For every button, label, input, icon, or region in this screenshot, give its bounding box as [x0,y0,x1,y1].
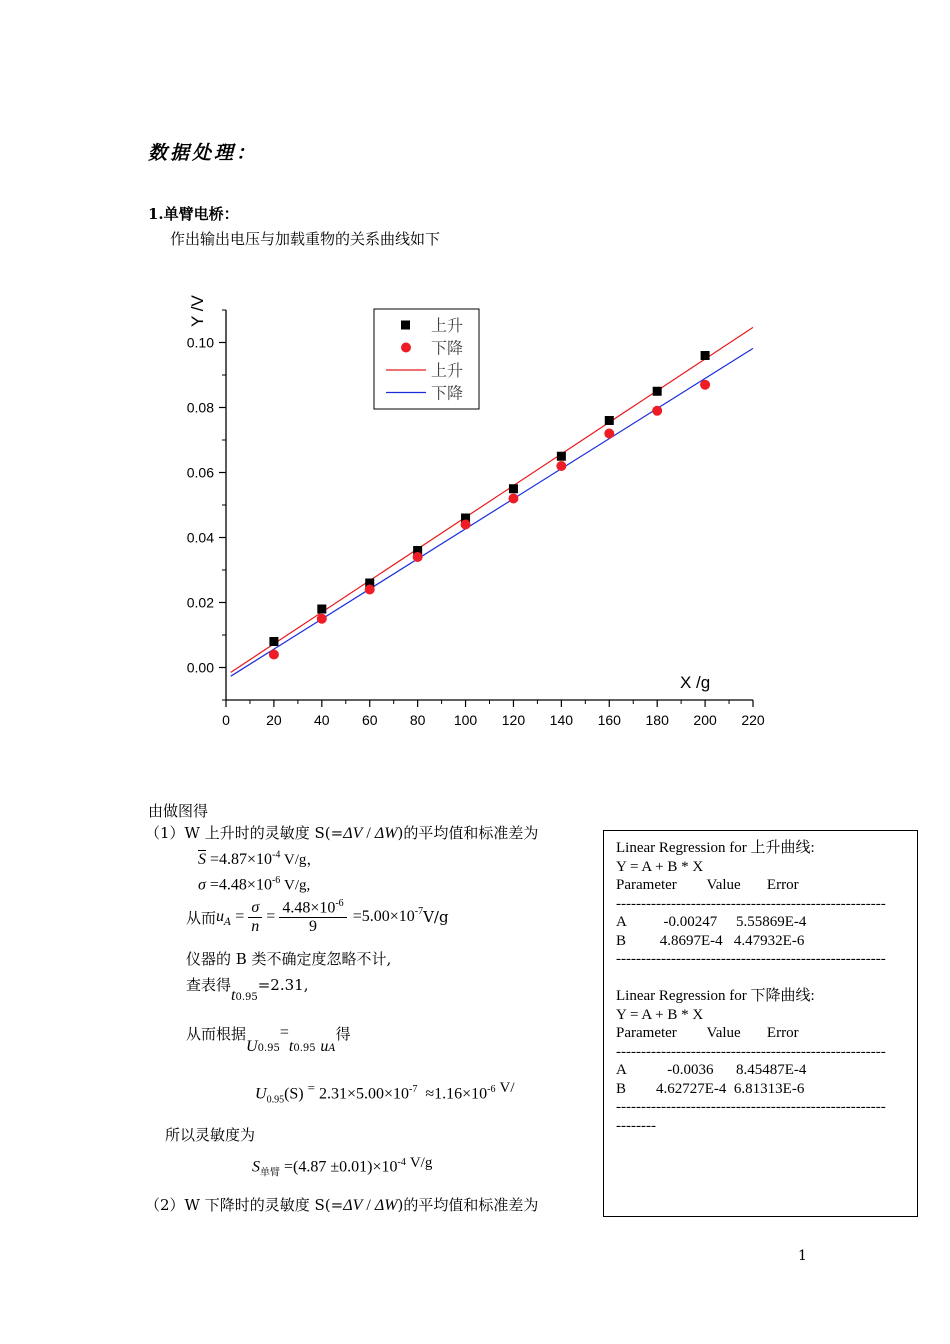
frac-value-den: 9 [309,918,317,936]
data-point-square [605,416,614,425]
y-tick-label: 0.00 [186,659,214,676]
legend-box [374,309,479,409]
S-final-line [252,1157,432,1179]
U-calc-eq: = [307,1080,315,1095]
x-tick-label: 80 [409,712,426,728]
ua-result: =5.00×10 [352,908,415,926]
regression-line: Y = A + B * X [616,858,704,875]
regression-line: Linear Regression for 下降曲线: [616,988,815,1004]
ratio-slash-2: / [362,1197,375,1214]
data-point-circle [461,520,471,530]
from-graph-text: 由做图得 [148,802,209,820]
frac-n-den: n [251,917,260,935]
x-tick-label: 220 [741,712,765,728]
x-tick-label: 180 [645,712,669,728]
t-sub-2: 0.95 [293,1043,316,1054]
ua-unit: V/g [423,908,449,927]
U-sub-3: 0.95 [266,1094,285,1106]
thus-text: 从而 [186,908,217,927]
ratio-dw: ΔW [374,825,398,842]
legend-label: 上升 [431,318,464,335]
data-point-circle [604,429,614,439]
x-tick-label: 60 [361,712,378,728]
ua-symbol-2: u [320,1038,329,1055]
item1-suffix: )的平均值和标准差为 [397,824,539,842]
ratio-dv: ΔV [343,825,363,842]
data-point-circle [700,380,710,390]
regression-box [603,830,918,1217]
ua-eq1: = [235,908,245,926]
x-tick-label: 140 [549,712,574,728]
U-calc-exp1: -7 [409,1084,418,1095]
t-value: =2.31, [257,976,309,994]
ua-symbol: u [216,908,225,926]
item1-line [145,822,538,843]
t-lookup-line [186,974,309,1004]
data-point-square [509,484,518,493]
y-tick-label: 0.10 [186,334,214,351]
x-axis-label: X /g [680,673,711,692]
sigma-line [198,875,310,894]
data-point-square [701,351,710,360]
s-mean-line [198,848,321,869]
according-line [186,1023,351,1055]
frac-sigma-num: σ [248,899,262,918]
data-point-circle [508,494,518,504]
regression-line: Parameter Value Error [616,1025,799,1041]
lookup-text: 查表得 [186,976,232,994]
data-point-circle [413,552,423,562]
legend-label: 上升 [431,363,464,380]
data-point-circle [365,585,375,595]
data-point-square [557,452,566,461]
data-point-circle [269,650,279,660]
regression-line: B 4.8697E-4 4.47932E-6 [616,932,805,949]
S-final-unit: V/g [409,1155,433,1172]
U-sub: 0.95 [257,1043,280,1054]
data-point-circle [317,614,327,624]
y-tick-label: 0.08 [186,399,214,416]
ua-eq2: = [266,908,276,926]
y-tick-label: 0.04 [186,529,214,546]
regression-line: ------------------------------------------------------ [616,1099,886,1115]
regression-line: A -0.00247 5.55869E-4 [616,914,807,930]
ratio-dw-2: ΔW [374,1197,398,1214]
section1-title: 1.单臂电桥： [148,205,239,223]
fit-line [231,348,753,676]
item2-suffix: )的平均值和标准差为 [397,1196,539,1214]
frac-value-num: $4.48\times 10^{-6}$ [279,898,346,918]
s-mean-exp: -4 [272,849,281,861]
U-S: (S) [284,1085,304,1103]
x-tick-label: 0 [222,712,230,728]
regression-line: Parameter Value Error [616,877,799,893]
regression-line: ------------------------------------------------------ [616,1043,886,1060]
ratio-dv-2: ΔV [343,1197,363,1214]
y-tick-label: 0.06 [186,464,214,481]
U-calc-b: ≈1.16×10 [425,1085,488,1103]
according-eq: = [279,1024,289,1041]
regression-line: B 4.62727E-4 6.81313E-6 [616,1080,805,1097]
legend-label: 下降 [431,340,464,358]
fit-line [231,327,753,672]
U-calc-line [255,1080,515,1106]
frac-sigma-n [248,899,262,936]
regression-line: ------------------------------------------------------ [616,895,886,912]
regression-line: -------- [616,1117,656,1134]
page-number: 1 [798,1248,807,1264]
legend-marker-square [401,321,410,330]
sigma-unit: V/g, [280,877,311,894]
ua-sub: A [224,916,232,928]
x-tick-label: 160 [597,712,621,728]
sigma-exp: -6 [271,875,281,886]
legend-label: 下降 [431,385,464,403]
data-point-square [653,387,662,396]
ratio-slash: / [362,825,375,842]
instrument-note: 仪器的 B 类不确定度忽略不计, [186,950,392,968]
x-tick-label: 20 [266,712,282,728]
regression-line: A -0.0036 8.45487E-4 [616,1062,807,1078]
legend-marker-circle [401,343,411,353]
regression-line: Linear Regression for 上升曲线: [616,840,815,856]
item1-prefix: （1）W 上升时的灵敏度 S(= [145,824,344,842]
get-text: 得 [335,1025,351,1043]
x-tick-label: 200 [693,712,717,728]
S-final-exp: -4 [397,1157,406,1168]
U-unit: V/ [499,1080,515,1097]
according-text: 从而根据 [186,1025,247,1043]
section-heading: 数据处理： [148,142,259,164]
s-mean-unit: V/g， [280,852,322,868]
data-point-square [269,637,278,646]
S-final-value: =(4.87 ±0.01)×10 [284,1158,398,1176]
U-symbol-3: U [255,1085,267,1103]
U-symbol: U [246,1038,258,1055]
x-tick-label: 40 [314,712,330,728]
y-tick-label: 0.02 [186,594,214,611]
x-tick-label: 100 [453,712,478,728]
s-mean-value: =4.87×10 [210,851,273,868]
regression-line: ------------------------------------------------------ [616,951,886,967]
U-calc-exp2: -6 [487,1084,496,1095]
regression-line: Y = A + B * X [616,1006,704,1023]
item2-line [145,1194,538,1215]
sigma-value: =4.48×10 [209,876,272,894]
data-point-square [317,605,326,614]
ua-result-exp: -7 [414,906,424,917]
ua-sub-2: A [328,1043,336,1054]
t-symbol-2: t [288,1038,294,1055]
S-final-sub: 单臂 [260,1167,280,1179]
so-sensitivity: 所以灵敏度为 [165,1126,256,1144]
t-sub: 0.95 [235,992,258,1003]
t-symbol: t [231,987,236,1004]
x-tick-label: 120 [501,712,526,728]
item2-prefix: （2）W 下降时的灵敏度 S(= [145,1196,344,1214]
data-point-circle [652,406,662,416]
s-mean-symbol: $\overline{S}$ [198,851,206,868]
regression-line [616,969,917,988]
data-point-circle [556,461,566,471]
y-axis-label: Y /V [188,295,207,327]
frac-value [279,898,346,936]
ua-line [186,898,449,936]
U-calc-a: 2.31×5.00×10 [318,1085,410,1103]
S-final-symbol: S [252,1158,260,1176]
section1-intro: 作出输出电压与加载重物的关系曲线如下 [170,230,441,248]
sigma-symbol: σ [198,876,206,894]
voltage-load-chart [170,280,780,740]
